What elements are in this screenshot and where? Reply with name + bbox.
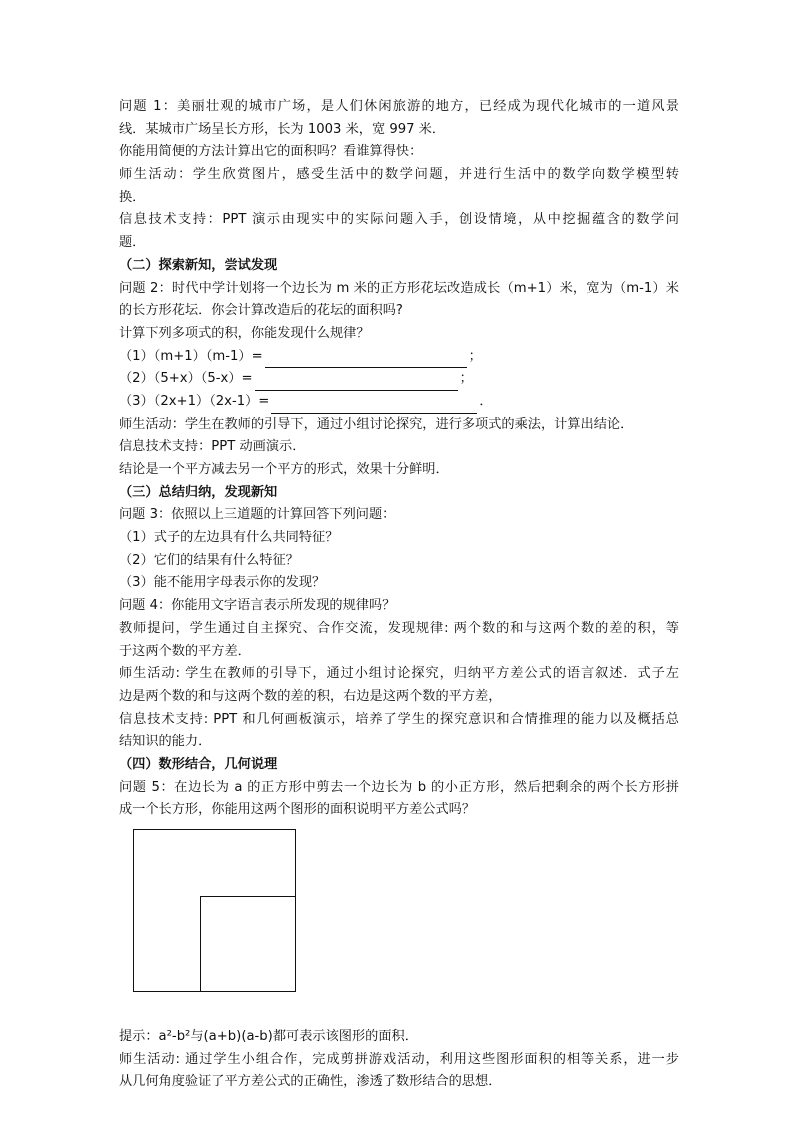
line-text: 问题 3：依照以上三道题的计算回答下列问题： [119,507,396,523]
small-square [201,897,296,992]
text-line [119,527,679,550]
text-line [119,709,679,732]
document-body [119,96,679,1094]
line-text: 问题 5：在边长为 a 的正方形中剪去一个边长为 b 的小正方形，然后把剩余的两个长方形拼 [119,779,679,795]
line-text: 教师提问，学生通过自主探究、合作交流，发现规律: 两个数的和与这两个数的差的积，等 [119,620,679,636]
line-text: （3）能不能用字母表示你的发现？ [119,575,326,591]
line-text: （四）数形结合，几何说理 [119,756,278,772]
answer-blank [271,396,477,414]
line-text: （二）探索新知，尝试发现 [119,257,278,273]
text-line [119,323,679,346]
line-text: 你能用简便的方法计算出它的面积吗？看谁算得快： [119,144,423,160]
line-text: 换． [119,189,146,205]
text-line [119,96,679,119]
equation-end-mark: ； [468,348,482,364]
line-text: 问题 2：时代中学计划将一个边长为 m 米的正方形花坛改造成长（m+1）米，宽为（m-1）米 [119,280,679,296]
text-line [119,641,679,664]
line-text: 的长方形花坛．你会计算改造后的花坛的面积吗? [119,303,403,319]
line-text: 结知识的能力． [119,734,212,750]
answer-blank [255,373,458,391]
text-line [119,572,679,595]
section-heading [119,255,679,278]
text-line [119,232,679,255]
section-heading [119,482,679,505]
line-text: 于这两个数的平方差． [119,643,251,659]
line-text: 信息技术支持：PPT 演示由现实中的实际问题入手，创设情境，从中挖掘蕴含的数学问 [119,212,679,228]
answer-blank [265,350,467,368]
line-text: 结论是一个平方减去另一个平方的形式，效果十分鲜明． [119,462,449,477]
text-line [119,777,679,800]
equation-expression: （2）（5+x）（5-x）= [119,371,253,387]
equation-end-mark: ； [459,371,473,387]
text-line [119,1071,679,1094]
equation-end-mark: ． [479,393,493,409]
text-line [119,618,679,641]
text-line [119,504,679,527]
text-line [119,278,679,301]
text-line [119,187,679,210]
text-line [119,731,679,754]
line-text: 问题 1：美丽壮观的城市广场，是人们休闲旅游的地方，已经成为现代化城市的一道风景 [119,99,679,114]
line-text: 提示：a²-b²与(a+b)(a-b)都可表示该图形的面积． [119,1029,418,1044]
text-line [119,1026,679,1049]
text-line [119,686,679,709]
line-text: 计算下列多项式的积，你能发现什么规律？ [119,325,370,341]
text-line [119,164,679,187]
text-line [119,550,679,573]
line-text: 师生活动: 学生在教师的引导下，通过小组讨论探究，归纳平方差公式的语言叙述．式子左 [119,666,679,682]
line-text: （1）式子的左边具有什么共同特征？ [119,530,339,546]
square-diagram [119,822,679,1026]
text-line [119,595,679,618]
text-line [119,300,679,323]
equation-expression: （1）（m+1）（m-1）= [119,348,263,364]
line-text: 从几何角度验证了平方差公式的正确性，渗透了数形结合的思想． [119,1074,502,1090]
line-text: 成一个长方形，你能用这两个图形的面积说明平方差公式吗？ [119,802,476,818]
text-line [119,459,679,482]
line-text: 题． [119,235,146,251]
line-text: 线．某城市广场呈长方形，长为 1003 米，宽 997 米． [119,121,446,137]
equation-line [119,391,679,414]
equation-expression: （3）（2x+1）（2x-1）= [119,393,270,409]
line-text: 边是两个数的和与这两个数的差的积，右边是这两个数的平方差， [119,688,502,704]
equation-line [119,346,679,369]
line-text: 信息技术支持: PPT 和几何画板演示，培养了学生的探究意识和合情推理的能力以及概括总 [119,711,679,727]
line-text: 问题 4：你能用文字语言表示所发现的规律吗？ [119,598,396,614]
text-line [119,414,679,437]
line-text: 师生活动：学生在教师的引导下，通过小组讨论探究，进行多项式的乘法，计算出结论． [119,416,634,432]
text-line [119,141,679,164]
line-text: 师生活动：学生欣赏图片，感受生活中的数学问题，并进行生活中的数学向数学模型转 [119,167,679,183]
line-text: （三）总结归纳，发现新知 [119,484,278,500]
line-text: 信息技术支持：PPT 动画演示． [119,439,306,455]
equation-line [119,368,679,391]
text-line [119,119,679,142]
square-figure [133,829,299,995]
text-line [119,799,679,822]
text-line [119,209,679,232]
text-line [119,1049,679,1072]
text-line [119,663,679,686]
large-square [134,830,296,992]
section-heading [119,754,679,777]
text-line [119,436,679,459]
line-text: （2）它们的结果有什么特征？ [119,552,299,568]
line-text: 师生活动: 通过学生小组合作，完成剪拼游戏活动，利用这些图形面积的相等关系，进一步 [119,1051,679,1067]
